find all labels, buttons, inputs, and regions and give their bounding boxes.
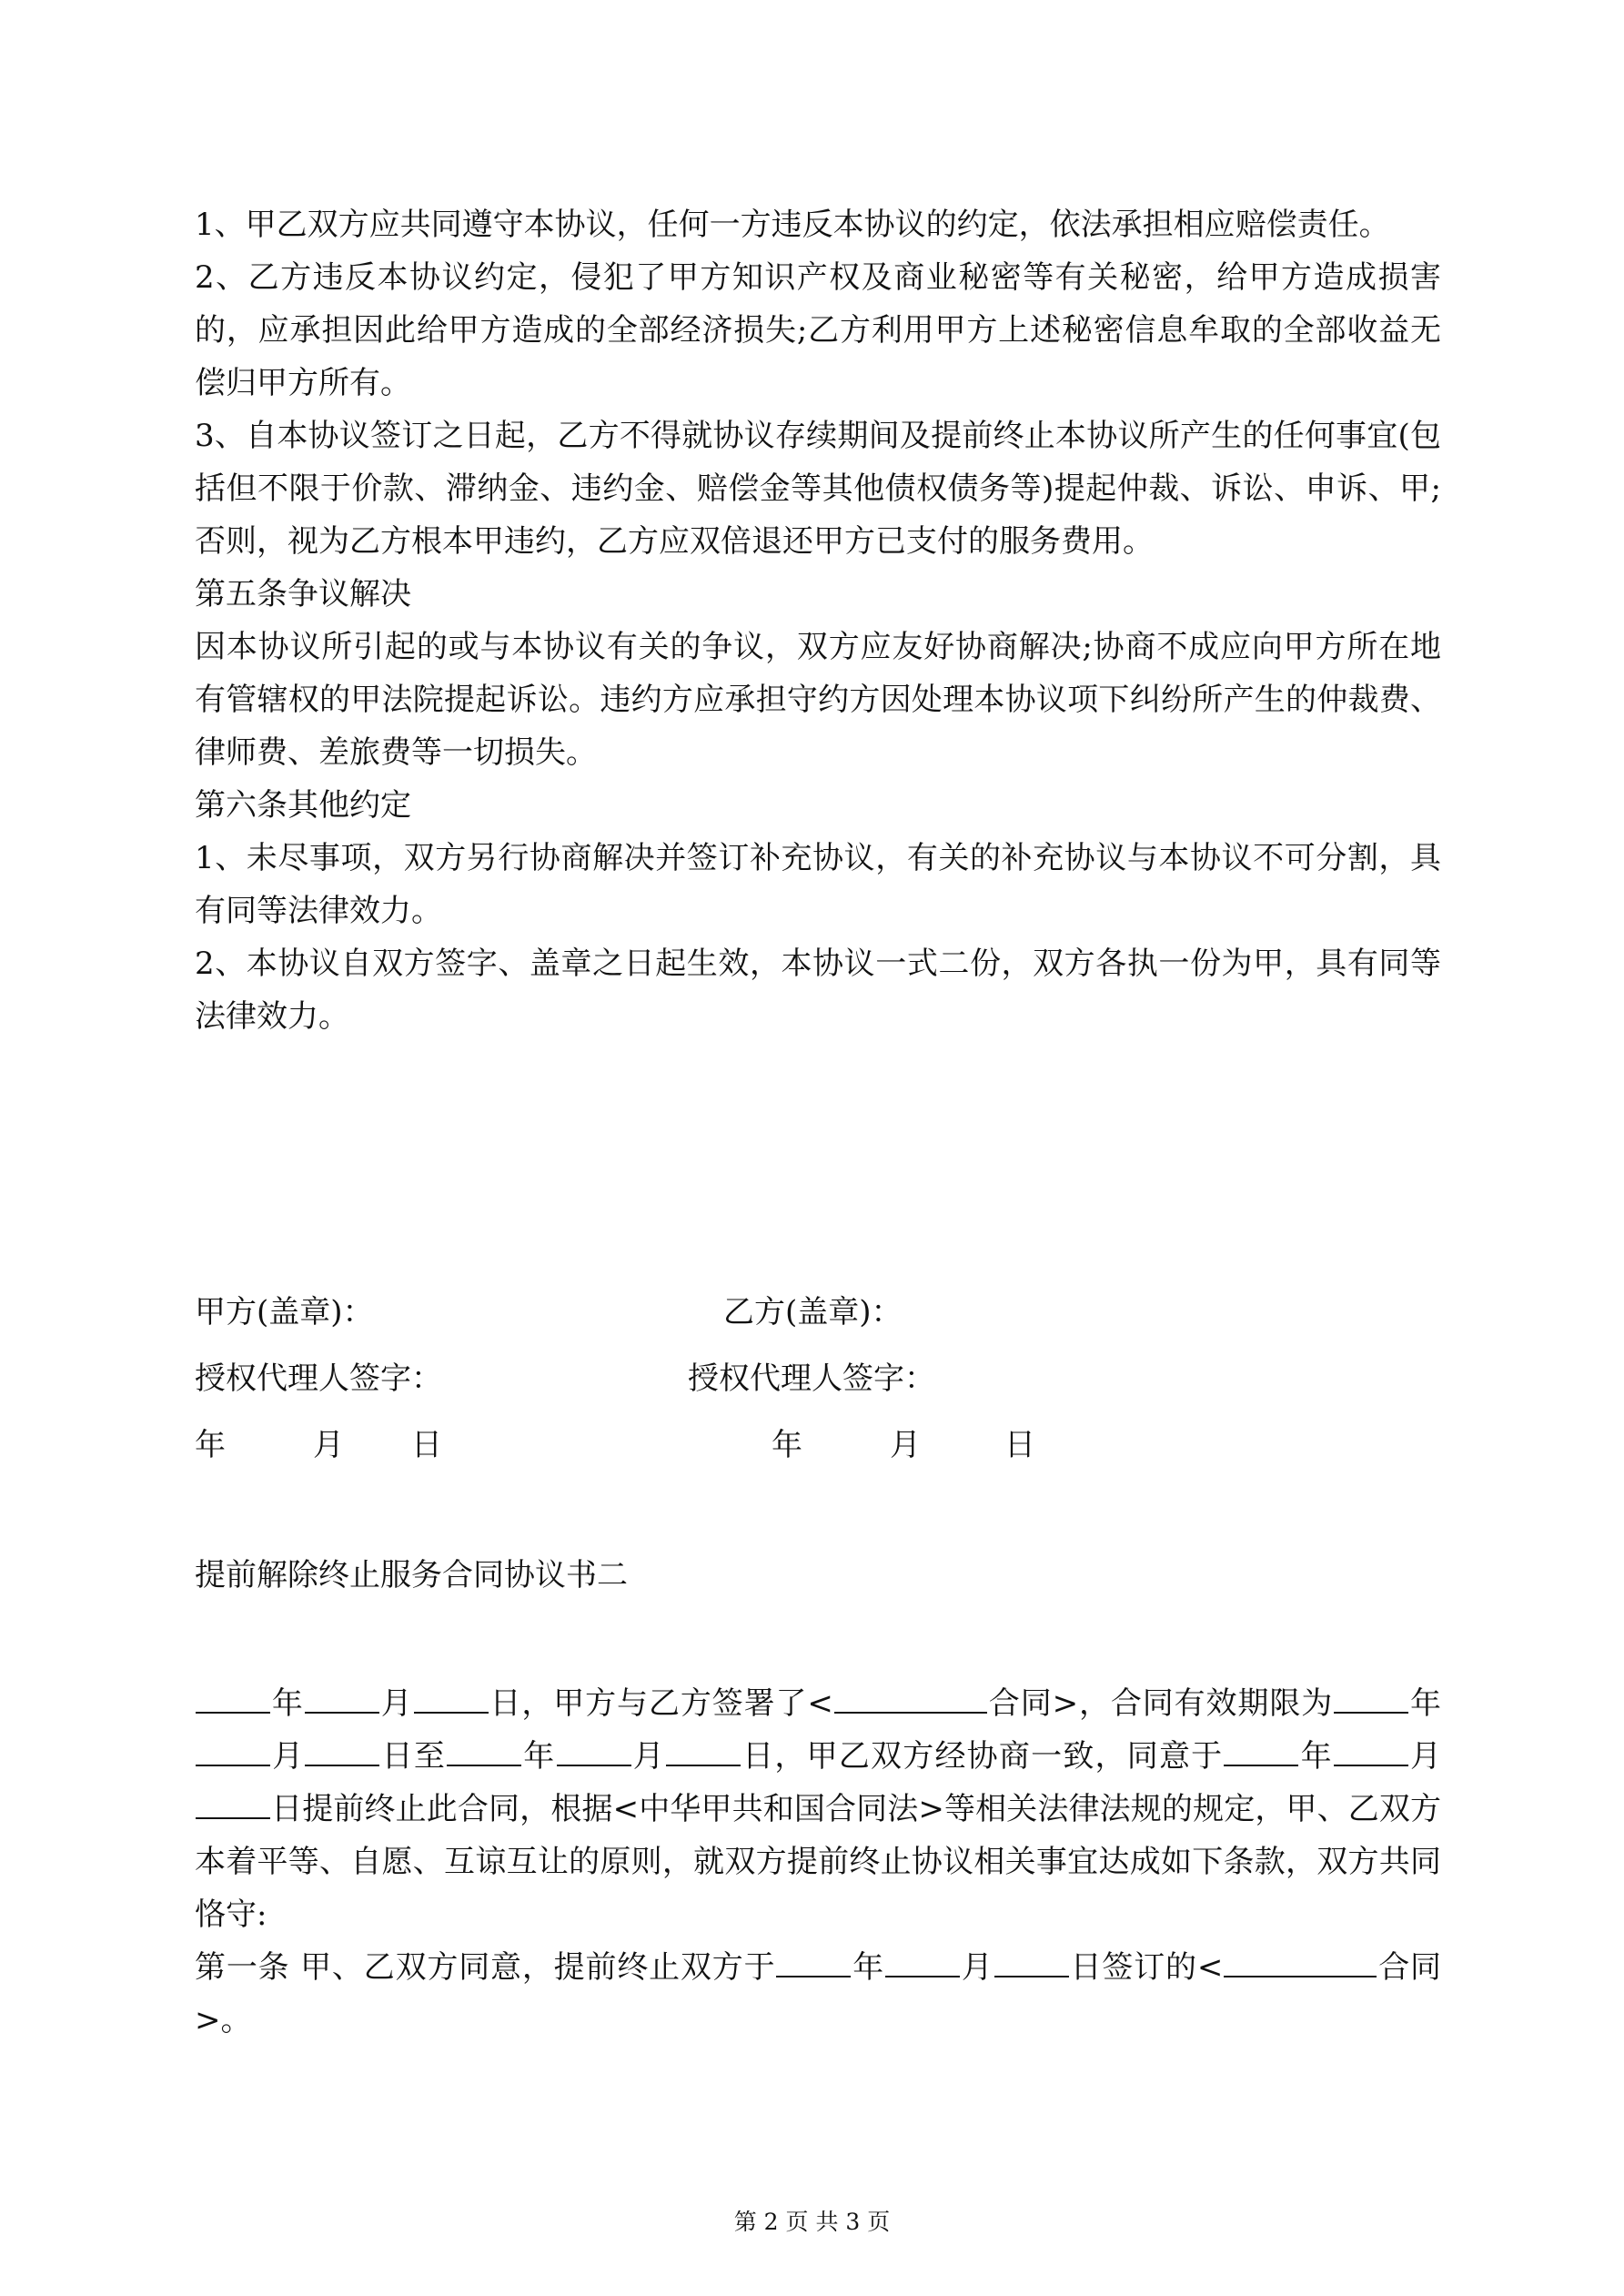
fill-blank[interactable] — [994, 1976, 1069, 1977]
page-number: 第 2 页 共 3 页 — [733, 2209, 891, 2235]
fill-blank[interactable] — [196, 1765, 270, 1766]
party-b-seal-label: 乙方(盖章)： — [723, 1294, 903, 1330]
fill-blank[interactable] — [196, 1712, 270, 1714]
document-body — [195, 198, 1441, 1043]
date-day-a: 日 — [411, 1427, 442, 1463]
fill-blank[interactable] — [305, 1712, 379, 1714]
clause-paragraph: 1、甲乙双方应共同遵守本协议，任何一方违反本协议的约定，依法承担相应赔偿责任。 — [195, 207, 1390, 243]
date-month-b: 月 — [890, 1427, 921, 1463]
document-title: 提前解除终止服务合同协议书二 — [195, 1557, 628, 1593]
agent-signature-label-a: 授权代理人签字： — [195, 1360, 442, 1397]
date-year-a: 年 — [195, 1427, 226, 1463]
clause-paragraph: 因本协议所引起的或与本协议有关的争议，双方应友好协商解决;协商不成应向甲方所在地有管辖权的甲法院提起诉讼。违约方应承担守约方因处理本协议项下纠纷所产生的仲裁费、律师费、差旅费等一切损失。 — [195, 629, 1441, 771]
section-heading: 第六条其他约定 — [195, 787, 411, 824]
fill-blank[interactable] — [885, 1976, 960, 1977]
clause-paragraph: 3、自本协议签订之日起，乙方不得就协议存续期间及提前终止本协议所产生的任何事宜(包括但不限于价款、滞纳金、违约金、赔偿金等其他债权债务等)提起仲裁、诉讼、申诉、甲;否则，视为乙方根本甲违约，乙方应双倍退还甲方已支付的服务费用。 — [195, 418, 1441, 560]
fill-blank[interactable] — [305, 1765, 379, 1766]
fill-blank[interactable] — [1224, 1765, 1298, 1766]
fill-blank[interactable] — [776, 1976, 851, 1977]
agent-signature-label-b: 授权代理人签字： — [688, 1360, 935, 1397]
fill-blank[interactable] — [557, 1765, 631, 1766]
clause-paragraph: 1、未尽事项，双方另行协商解决并签订补充协议，有关的补充协议与本协议不可分割，具有同等法律效力。 — [195, 840, 1441, 929]
date-year-b: 年 — [772, 1427, 802, 1463]
date-month-a: 月 — [313, 1427, 344, 1463]
clause-paragraph: 2、乙方违反本协议约定，侵犯了甲方知识产权及商业秘密等有关秘密，给甲方造成损害的，应承担因此给甲方造成的全部经济损失;乙方利用甲方上述秘密信息牟取的全部收益无偿归甲方所有。 — [195, 259, 1441, 401]
fill-blank[interactable] — [447, 1765, 521, 1766]
fill-blank[interactable] — [414, 1712, 489, 1714]
fill-blank[interactable] — [196, 1817, 270, 1819]
date-day-b: 日 — [1004, 1427, 1035, 1463]
section-heading: 第五条争议解决 — [195, 576, 411, 612]
fill-blank[interactable] — [1224, 1976, 1377, 1977]
party-a-seal-label: 甲方(盖章)： — [195, 1294, 374, 1330]
fill-blank[interactable] — [1334, 1765, 1408, 1766]
agreement-paragraph: 第一条 甲、乙双方同意，提前终止双方于 年 月 日签订的< 合同>。 — [195, 1949, 1442, 2038]
fill-blank[interactable] — [1334, 1712, 1408, 1714]
clause-paragraph: 2、本协议自双方签字、盖章之日起生效，本协议一式二份，双方各执一份为甲，具有同等法律效力。 — [195, 946, 1441, 1035]
second-document-body — [195, 1677, 1441, 2047]
fill-blank[interactable] — [666, 1765, 741, 1766]
fill-blank[interactable] — [834, 1712, 987, 1714]
agreement-paragraph: 年 月 日，甲方与乙方签署了< 合同>，合同有效期限为 年月 日至 年 月 日，甲乙双方经协商一致，同意于 年 月日提前终止此合同，根据<中华甲共和国合同法>等相关法律法规的规定，甲、乙双方本着平等、自愿、互谅互让的原则，就双方提前终止协议相关事宜达成如下条款，双方共同恪守: — [195, 1685, 1442, 1933]
